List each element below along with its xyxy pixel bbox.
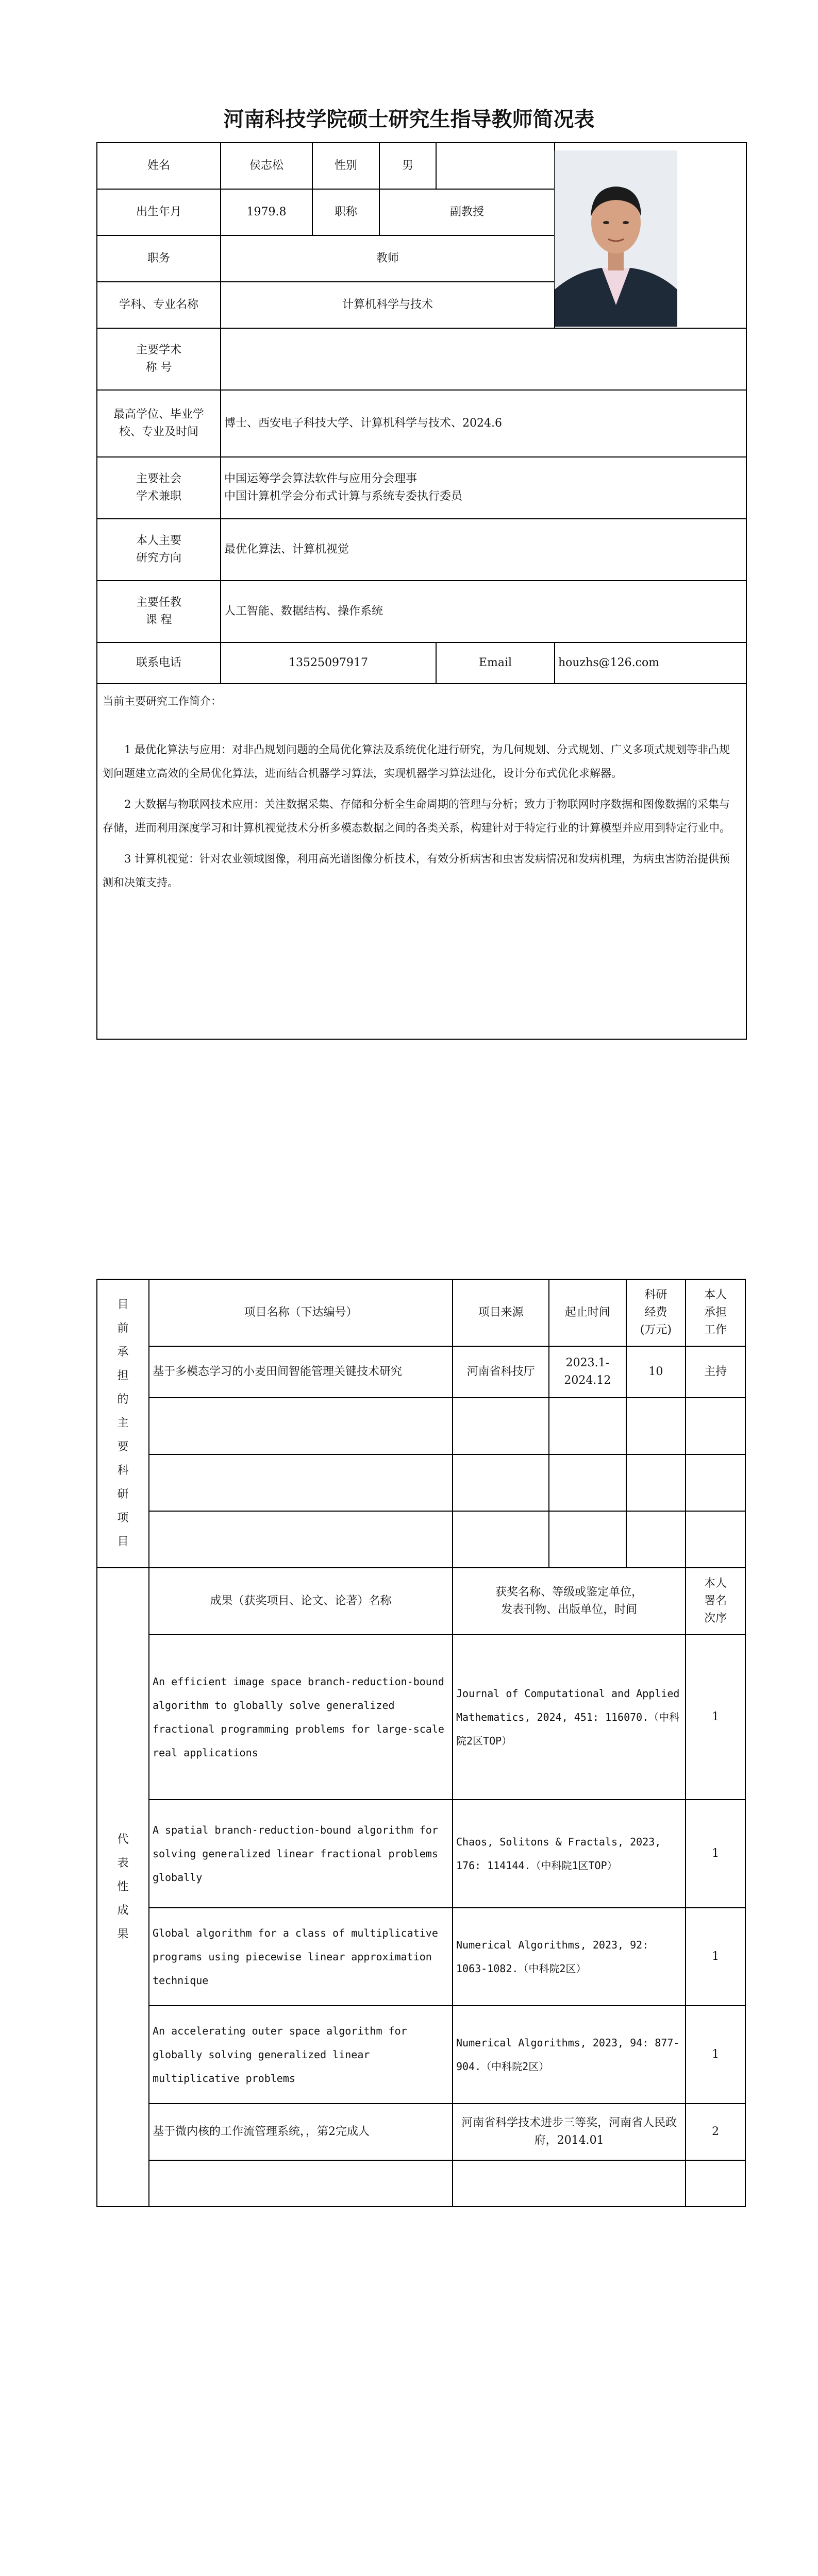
funds-header-line: 科研 xyxy=(644,1289,667,1301)
honor-label-line: 主要学术 xyxy=(136,344,181,357)
education-label-line: 校、专业及时间 xyxy=(119,426,198,438)
role-header-line: 工作 xyxy=(704,1324,727,1336)
side-label-char: 的 xyxy=(117,1393,129,1406)
achievement-name: 基于微内核的工作流管理系统，，第2完成人 xyxy=(149,2104,453,2160)
position-label: 职务 xyxy=(97,235,221,282)
intro-heading: 当前主要研究工作简介： xyxy=(103,695,222,707)
social-label xyxy=(97,457,221,519)
portrait-icon xyxy=(555,150,677,327)
venue-header-line: 获奖名称、等级或鉴定单位， xyxy=(495,1586,643,1599)
research-label-line: 本人主要 xyxy=(136,534,181,547)
name-value: 侯志松 xyxy=(221,143,312,189)
achievement-name: Global algorithm for a class of multiplicative programs using piecewise linear approximation technique xyxy=(149,1908,453,2006)
projects-table xyxy=(96,1279,746,2207)
table-row xyxy=(97,1511,745,1568)
table-row xyxy=(97,1346,745,1398)
order-header-line: 署名 xyxy=(704,1595,727,1607)
education-label xyxy=(97,390,221,457)
side-label-char: 主 xyxy=(117,1417,129,1430)
side-label-char: 前 xyxy=(117,1322,129,1335)
achievement-order: 1 xyxy=(686,1635,745,1800)
achievement-name: An accelerating outer space algorithm for globally solving generalized linear multiplicative problems xyxy=(149,2006,453,2104)
education-value: 博士、西安电子科技大学、计算机科学与技术、2024.6 xyxy=(221,390,746,457)
title-label: 职称 xyxy=(312,189,379,235)
intro-paragraph: 2 大数据与物联网技术应用：关注数据采集、存储和分析全生命周期的管理与分析；致力于物联网时序数据和图像数据的采集与存储，进而利用深度学习和计算机视觉技术分析多模态数据之间的各类关系，构建针对于特定行业的计算模型并应用到特定行业中。 xyxy=(103,798,730,834)
phone-value: 13525097917 xyxy=(221,642,436,684)
side-label-char: 果 xyxy=(117,1928,129,1941)
role-header-line: 本人 xyxy=(704,1289,727,1301)
achievement-order: 2 xyxy=(686,2104,745,2160)
achievement-order: 1 xyxy=(686,1800,745,1908)
achievement-order: 1 xyxy=(686,1908,745,2006)
table-row xyxy=(97,2104,745,2160)
social-line: 中国计算机学会分布式计算与系统专委执行委员 xyxy=(224,490,463,503)
achievement-venue: Numerical Algorithms, 2023, 94: 877-904.（中科院2区） xyxy=(453,2006,686,2104)
page-title: 河南科技学院硕士研究生指导教师简况表 xyxy=(223,108,595,131)
col-achievement-venue xyxy=(453,1568,686,1635)
social-label-line: 主要社会 xyxy=(136,472,181,485)
discipline-value: 计算机科学与技术 xyxy=(221,282,555,328)
courses-label xyxy=(97,581,221,642)
title-value: 副教授 xyxy=(379,189,555,235)
side-label-char: 成 xyxy=(117,1904,129,1917)
side-label-char: 担 xyxy=(117,1369,129,1382)
email-label: Email xyxy=(436,642,555,684)
research-label-line: 研究方向 xyxy=(136,552,181,565)
education-label-line: 最高学位、毕业学 xyxy=(113,408,204,421)
gender-value: 男 xyxy=(379,143,436,189)
order-header-line: 本人 xyxy=(704,1577,727,1590)
project-funds: 10 xyxy=(626,1346,686,1398)
side-label-char: 科 xyxy=(117,1464,129,1477)
birth-label: 出生年月 xyxy=(97,189,221,235)
project-name: 基于多模态学习的小麦田间智能管理关键技术研究 xyxy=(149,1346,453,1398)
order-header-line: 次序 xyxy=(704,1612,727,1625)
honor-value xyxy=(221,328,746,390)
col-project-name: 项目名称（下达编号） xyxy=(149,1279,453,1346)
project-period: 2023.1-2024.12 xyxy=(549,1346,626,1398)
achievement-name: A spatial branch-reduction-bound algorithm for solving generalized linear fractional problems globally xyxy=(149,1800,453,1908)
col-achievement-name: 成果（获奖项目、论文、论著）名称 xyxy=(149,1568,453,1635)
position-value: 教师 xyxy=(221,235,555,282)
birth-value: 1979.8 xyxy=(221,189,312,235)
courses-value: 人工智能、数据结构、操作系统 xyxy=(221,581,746,642)
honor-label xyxy=(97,328,221,390)
intro-paragraph: 3 计算机视觉：针对农业领域图像，利用高光谱图像分析技术，有效分析病害和虫害发病情况和发病机理，为病虫害防治提供预测和决策支持。 xyxy=(103,853,730,889)
side-label-char: 要 xyxy=(117,1440,129,1453)
achievement-venue: 河南省科学技术进步三等奖，河南省人民政府，2014.01 xyxy=(453,2104,686,2160)
phone-label: 联系电话 xyxy=(97,642,221,684)
side-label-char: 性 xyxy=(117,1880,129,1893)
side-label-char: 研 xyxy=(117,1488,129,1501)
col-achievement-order xyxy=(686,1568,745,1635)
table-row xyxy=(97,2006,745,2104)
col-project-funds xyxy=(626,1279,686,1346)
courses-label-line: 课 程 xyxy=(145,614,172,626)
research-value: 最优化算法、计算机视觉 xyxy=(221,519,746,581)
table-row xyxy=(97,1454,745,1511)
funds-header-line: (万元) xyxy=(640,1324,672,1336)
venue-header-line: 发表刊物、出版单位，时间 xyxy=(501,1603,638,1616)
project-source: 河南省科技厅 xyxy=(453,1346,549,1398)
side-label-char: 目 xyxy=(117,1298,129,1311)
courses-label-line: 主要任教 xyxy=(136,596,181,609)
social-line: 中国运筹学会算法软件与应用分会理事 xyxy=(224,472,418,485)
intro-paragraph: 1 最优化算法与应用：对非凸规划问题的全局优化算法及系统优化进行研究，为几何规划、分式规划、广义多项式规划等非凸规划问题建立高效的全局优化算法，进而结合机器学习算法，实现机器学习算法进化，设计分布式优化求解器。 xyxy=(103,743,730,779)
achievements-side-label xyxy=(97,1568,149,2207)
table-row xyxy=(97,2160,745,2207)
role-header-line: 承担 xyxy=(704,1306,727,1319)
social-value xyxy=(221,457,746,519)
side-label-char: 项 xyxy=(117,1512,129,1524)
table-row xyxy=(97,1635,745,1800)
projects-side-label xyxy=(97,1279,149,1568)
col-project-source: 项目来源 xyxy=(453,1279,549,1346)
side-label-char: 表 xyxy=(117,1857,129,1870)
table-row xyxy=(97,1398,745,1454)
side-label-char: 目 xyxy=(117,1535,129,1548)
social-label-line: 学术兼职 xyxy=(136,490,181,503)
achievement-venue: Journal of Computational and Applied Mathematics, 2024, 451: 116070.（中科院2区TOP） xyxy=(453,1635,686,1800)
honor-label-line: 称 号 xyxy=(145,361,172,374)
table-row xyxy=(97,1800,745,1908)
research-intro-cell xyxy=(97,684,746,1039)
achievement-venue: Numerical Algorithms, 2023, 92: 1063-1082.（中科院2区） xyxy=(453,1908,686,2006)
blank-cell xyxy=(436,143,555,189)
funds-header-line: 经费 xyxy=(644,1306,667,1319)
side-label-char: 承 xyxy=(117,1346,129,1359)
discipline-label: 学科、专业名称 xyxy=(97,282,221,328)
col-project-period: 起止时间 xyxy=(549,1279,626,1346)
email-value: houzhs@126.com xyxy=(555,642,746,684)
project-role: 主持 xyxy=(686,1346,745,1398)
col-project-role xyxy=(686,1279,745,1346)
side-label-char: 代 xyxy=(117,1833,129,1846)
achievement-venue: Chaos, Solitons & Fractals, 2023, 176: 114144.（中科院1区TOP） xyxy=(453,1800,686,1908)
portrait-photo xyxy=(555,150,677,327)
gender-label: 性别 xyxy=(312,143,379,189)
achievement-order: 1 xyxy=(686,2006,745,2104)
achievement-name: An efficient image space branch-reduction-bound algorithm to globally solve generalized fractional programming problems for large-scale real applications xyxy=(149,1635,453,1800)
table-row xyxy=(97,1908,745,2006)
research-label xyxy=(97,519,221,581)
name-label: 姓名 xyxy=(97,143,221,189)
